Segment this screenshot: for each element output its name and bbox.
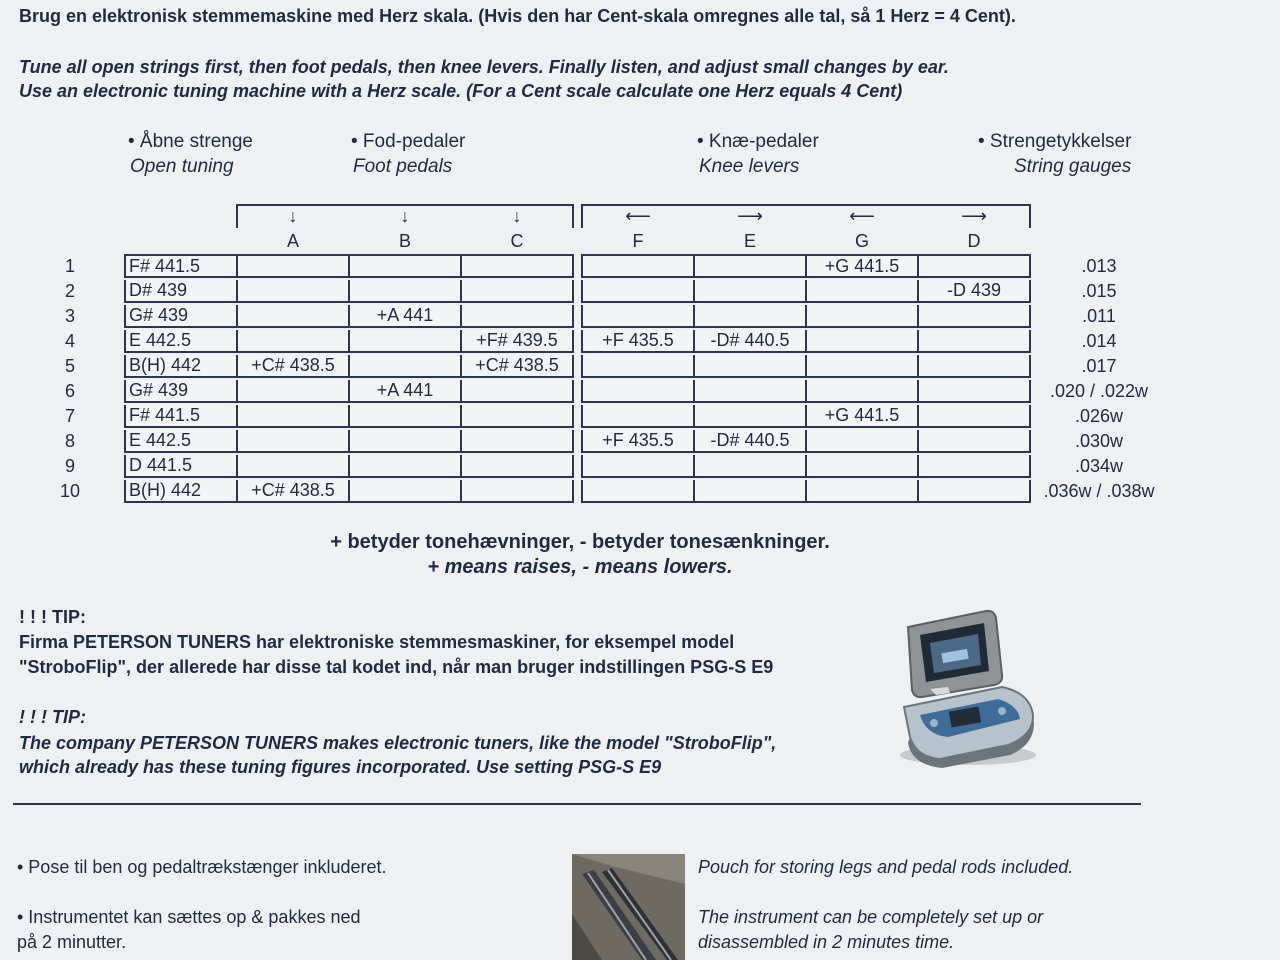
header-knee-en: Knee levers bbox=[699, 156, 800, 177]
pedal-c-cell bbox=[460, 254, 574, 278]
pedal-g-cell bbox=[805, 330, 919, 353]
pedal-c-cell bbox=[460, 455, 574, 478]
header-foot-en: Foot pedals bbox=[353, 156, 453, 177]
pedal-c-cell bbox=[460, 305, 574, 328]
string-gauge: .030w bbox=[1074, 431, 1124, 451]
row-number: 7 bbox=[64, 406, 75, 426]
pedal-g-cell bbox=[805, 380, 919, 403]
legend-english: + means raises, - means lowers. bbox=[427, 556, 733, 578]
lever-e-arrow: ⟶ bbox=[737, 206, 763, 226]
intro-english-line-2: Use an electronic tuning machine with a Herz scale. (For a Cent scale calculate one Herz equals 4 Cent) bbox=[19, 81, 903, 101]
pedal-a-cell bbox=[236, 254, 350, 278]
lever-g-label: G bbox=[854, 231, 869, 251]
string-gauge: .014 bbox=[1081, 331, 1117, 351]
lever-d-arrow: ⟶ bbox=[961, 206, 987, 226]
pedal-e-cell bbox=[693, 355, 807, 378]
pedal-c-label: C bbox=[510, 231, 524, 251]
row-number: 6 bbox=[64, 381, 75, 401]
row-number: 9 bbox=[64, 456, 75, 476]
header-knee-da: • Knæ-pedaler bbox=[697, 131, 819, 152]
pedal-b-label: B bbox=[398, 231, 411, 251]
lever-e-label: E bbox=[743, 231, 756, 251]
tip-da-line-1: Firma PETERSON TUNERS har elektroniske stemmesmaskiner, for eksempel model bbox=[19, 632, 735, 652]
pedal-c-cell: +C# 438.5 bbox=[460, 355, 574, 378]
pedal-f-cell bbox=[581, 254, 695, 278]
string-gauge: .011 bbox=[1082, 306, 1116, 326]
intro-english-line-1: Tune all open strings first, then foot pedals, then knee levers. Finally listen, and adjust small changes by ear. bbox=[19, 57, 949, 77]
string-gauge: .017 bbox=[1081, 356, 1117, 376]
pedal-g-cell: +G 441.5 bbox=[805, 254, 919, 278]
pedal-b-cell: +A 441 bbox=[348, 305, 462, 328]
row-number: 4 bbox=[64, 331, 75, 351]
pedal-a-cell: +C# 438.5 bbox=[236, 480, 350, 503]
pedal-b-cell bbox=[348, 480, 462, 503]
open-tuning-cell: D# 439 bbox=[124, 280, 238, 303]
pedal-d-cell bbox=[917, 305, 1031, 328]
lever-d-label: D bbox=[967, 231, 981, 251]
open-tuning-cell: F# 441.5 bbox=[124, 405, 238, 428]
pedal-e-cell: -D# 440.5 bbox=[693, 330, 807, 353]
pedal-b-arrow: ↓ bbox=[400, 206, 410, 226]
pedal-c-cell bbox=[460, 405, 574, 428]
pedal-d-cell bbox=[917, 455, 1031, 478]
open-tuning-cell: G# 439 bbox=[124, 305, 238, 328]
pedal-f-cell bbox=[581, 380, 695, 403]
row-number: 2 bbox=[64, 281, 75, 301]
header-open-en: Open tuning bbox=[130, 156, 234, 177]
pedal-f-cell bbox=[581, 480, 695, 503]
row-number: 10 bbox=[59, 481, 81, 501]
pedal-b-cell: +A 441 bbox=[348, 380, 462, 403]
pedal-c-cell bbox=[460, 480, 574, 503]
tip-en-line-2: which already has these tuning figures incorporated. Use setting PSG-S E9 bbox=[19, 757, 662, 777]
pedal-e-cell bbox=[693, 405, 807, 428]
bottom-da-setup-1: • Instrumentet kan sættes op & pakkes ned bbox=[17, 907, 361, 927]
bottom-en-setup-2: disassembled in 2 minutes time. bbox=[698, 932, 955, 952]
pedal-g-cell bbox=[805, 305, 919, 328]
pedal-g-cell bbox=[805, 480, 919, 503]
pedal-e-cell bbox=[693, 380, 807, 403]
pedal-e-cell bbox=[693, 455, 807, 478]
pedal-d-cell bbox=[917, 405, 1031, 428]
tip-en-title: ! ! ! TIP: bbox=[19, 707, 86, 727]
header-open-da: • Åbne strenge bbox=[128, 131, 253, 152]
pedal-d-cell bbox=[917, 430, 1031, 453]
pedal-c-cell bbox=[460, 430, 574, 453]
string-gauge: .013 bbox=[1081, 256, 1117, 276]
pedal-a-cell bbox=[236, 455, 350, 478]
pedal-e-cell bbox=[693, 480, 807, 503]
pedal-f-cell bbox=[581, 305, 695, 328]
pedal-d-cell bbox=[917, 254, 1031, 278]
string-gauge: .015 bbox=[1081, 281, 1117, 301]
section-divider bbox=[13, 803, 1141, 805]
open-tuning-cell: B(H) 442 bbox=[124, 355, 238, 378]
pedal-g-cell: +G 441.5 bbox=[805, 405, 919, 428]
pedal-g-cell bbox=[805, 455, 919, 478]
bottom-da-pouch: • Pose til ben og pedaltrækstænger inkluderet. bbox=[17, 857, 387, 877]
pouch-photo-image bbox=[572, 854, 685, 960]
pedal-a-cell: +C# 438.5 bbox=[236, 355, 350, 378]
tip-en-line-1: The company PETERSON TUNERS makes electronic tuners, like the model "StroboFlip", bbox=[19, 733, 777, 753]
pedal-c-cell bbox=[460, 280, 574, 303]
open-tuning-cell: D 441.5 bbox=[124, 455, 238, 478]
pedal-a-cell bbox=[236, 330, 350, 353]
pedal-f-cell bbox=[581, 280, 695, 303]
header-gauge-da: • Strengetykkelser bbox=[978, 131, 1132, 152]
row-number: 3 bbox=[64, 306, 75, 326]
pedal-b-cell bbox=[348, 430, 462, 453]
row-number: 1 bbox=[64, 256, 75, 276]
pedal-b-cell bbox=[348, 355, 462, 378]
lever-g-arrow: ⟵ bbox=[849, 206, 875, 226]
open-tuning-cell: E 442.5 bbox=[124, 430, 238, 453]
tip-da-title: ! ! ! TIP: bbox=[19, 607, 86, 627]
open-tuning-cell: B(H) 442 bbox=[124, 480, 238, 503]
string-gauge: .020 / .022w bbox=[1049, 381, 1149, 401]
pedal-d-cell bbox=[917, 355, 1031, 378]
lever-f-arrow: ⟵ bbox=[625, 206, 651, 226]
pedal-d-cell bbox=[917, 380, 1031, 403]
lever-f-label: F bbox=[632, 231, 644, 251]
bottom-da-setup-2: på 2 minutter. bbox=[17, 932, 127, 952]
open-tuning-cell: G# 439 bbox=[124, 380, 238, 403]
bottom-en-pouch: Pouch for storing legs and pedal rods included. bbox=[698, 857, 1074, 877]
pedal-a-cell bbox=[236, 380, 350, 403]
string-gauge: .034w bbox=[1074, 456, 1124, 476]
pedal-a-arrow: ↓ bbox=[288, 206, 298, 226]
pedal-d-cell bbox=[917, 480, 1031, 503]
pedal-b-cell bbox=[348, 330, 462, 353]
pedal-a-label: A bbox=[286, 231, 299, 251]
open-tuning-cell: E 442.5 bbox=[124, 330, 238, 353]
legend-danish: + betyder tonehævninger, - betyder tonesænkninger. bbox=[330, 531, 830, 553]
string-gauge: .026w bbox=[1074, 406, 1124, 426]
pedal-e-cell bbox=[693, 280, 807, 303]
row-number: 8 bbox=[64, 431, 75, 451]
pedal-a-cell bbox=[236, 405, 350, 428]
pedal-a-cell bbox=[236, 430, 350, 453]
intro-danish-line: Brug en elektronisk stemmemaskine med Herz skala. (Hvis den har Cent-skala omregnes alle tal, så 1 Herz = 4 Cent). bbox=[19, 6, 1016, 26]
pedal-d-cell: -D 439 bbox=[917, 280, 1031, 303]
pedal-c-cell: +F# 439.5 bbox=[460, 330, 574, 353]
pedal-e-cell: -D# 440.5 bbox=[693, 430, 807, 453]
pedal-d-cell bbox=[917, 330, 1031, 353]
pedal-c-arrow: ↓ bbox=[512, 206, 522, 226]
pedal-f-cell: +F 435.5 bbox=[581, 330, 695, 353]
pedal-a-cell bbox=[236, 305, 350, 328]
header-foot-da: • Fod-pedaler bbox=[351, 131, 466, 152]
pedal-b-cell bbox=[348, 405, 462, 428]
string-gauge: .036w / .038w bbox=[1043, 481, 1155, 501]
pedal-b-cell bbox=[348, 280, 462, 303]
pedal-f-cell bbox=[581, 455, 695, 478]
pedal-g-cell bbox=[805, 355, 919, 378]
pedal-c-cell bbox=[460, 380, 574, 403]
row-number: 5 bbox=[64, 356, 75, 376]
pedal-g-cell bbox=[805, 430, 919, 453]
tip-da-line-2: "StroboFlip", der allerede har disse tal kodet ind, når man bruger indstillingen PSG-S E9 bbox=[19, 657, 774, 677]
pedal-e-cell bbox=[693, 254, 807, 278]
pedal-f-cell: +F 435.5 bbox=[581, 430, 695, 453]
open-tuning-cell: F# 441.5 bbox=[124, 254, 238, 278]
pedal-f-cell bbox=[581, 355, 695, 378]
pedal-g-cell bbox=[805, 280, 919, 303]
bottom-en-setup-1: The instrument can be completely set up or bbox=[698, 907, 1044, 927]
stroboflip-tuner-image bbox=[890, 605, 1040, 770]
pedal-e-cell bbox=[693, 305, 807, 328]
pedal-b-cell bbox=[348, 455, 462, 478]
header-gauge-en: String gauges bbox=[1014, 156, 1132, 177]
pedal-f-cell bbox=[581, 405, 695, 428]
pedal-a-cell bbox=[236, 280, 350, 303]
pedal-b-cell bbox=[348, 254, 462, 278]
